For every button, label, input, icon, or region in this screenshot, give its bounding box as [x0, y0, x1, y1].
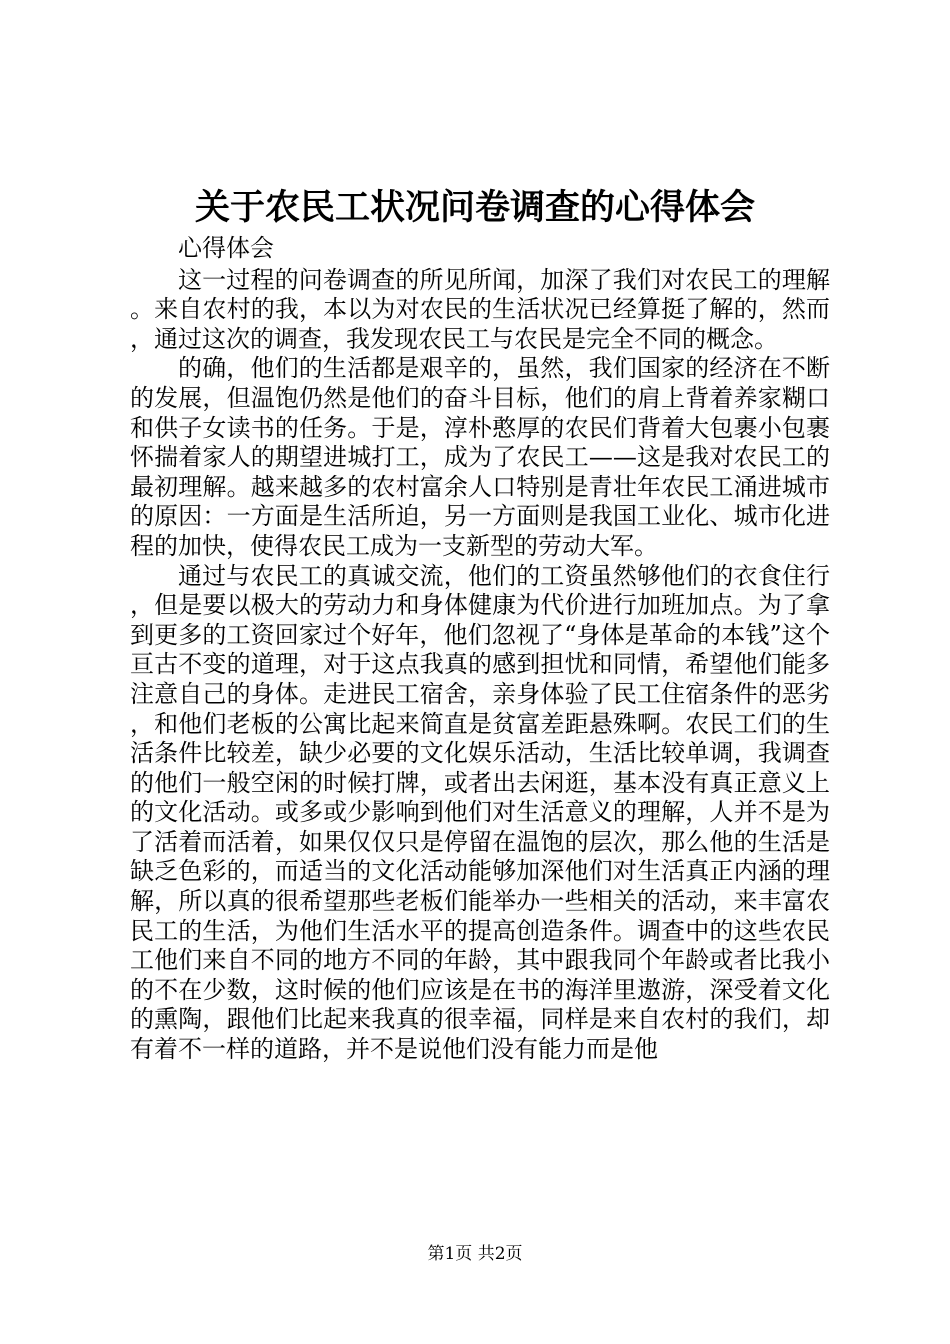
document-subtitle: 心得体会: [178, 234, 274, 262]
paragraph-1: 这一过程的问卷调查的所见所闻，加深了我们对农民工的理解。来自农村的我，本以为对农民的生活状况已经算挺了解的，然而，通过这次的调查，我发现农民工与农民是完全不同的概念。: [130, 265, 830, 353]
page-footer: 第1页 共2页: [427, 1244, 523, 1264]
document-title: 关于农民工状况问卷调查的心得体会: [194, 187, 755, 228]
paragraph-3: 通过与农民工的真诚交流，他们的工资虽然够他们的衣食住行，但是要以极大的劳动力和身体健康为代价进行加班加点。为了拿到更多的工资回家过个好年，他们忽视了“身体是革命的本钱”这个亘古不变的道理，对于这点我真的感到担忧和同情，希望他们能多注意自己的身体。走进民工宿舍，亲身体验了民工住宿条件的恶劣，和他们老板的公寓比起来简直是贫富差距悬殊啊。农民工们的生活条件比较差，缺少必要的文化娱乐活动，生活比较单调，我调查的他们一般空闲的时候打牌，或者出去闲逛，基本没有真正意义上的文化活动。或多或少影响到他们对生活意义的理解，人并不是为了活着而活着，如果仅仅只是停留在温饱的层次，那么他的生活是缺乏色彩的，而适当的文化活动能够加深他们对生活真正内涵的理解，所以真的很希望那些老板们能举办一些相关的活动，来丰富农民工的生活，为他们生活水平的提高创造条件。调查中的这些农民工他们来自不同的地方不同的年龄，其中跟我同个年龄或者比我小的不在少数，这时候的他们应该是在书的海洋里遨游，深受着文化的熏陶，跟他们比起来我真的很幸福，同样是来自农村的我们，却有着不一样的道路，并不是说他们没有能力而是他: [130, 561, 830, 1064]
paragraph-2: 的确，他们的生活都是艰辛的，虽然，我们国家的经济在不断的发展，但温饱仍然是他们的奋斗目标，他们的肩上背着养家糊口和供子女读书的任务。于是，淳朴憨厚的农民们背着大包裹小包裹怀揣着家人的期望进城打工，成为了农民工——这是我对农民工的最初理解。越来越多的农村富余人口特别是青壮年农民工涌进城市的原因：一方面是生活所迫，另一方面则是我国工业化、城市化进程的加快，使得农民工成为一支新型的劳动大军。: [130, 354, 830, 560]
document-body: [130, 234, 830, 1065]
